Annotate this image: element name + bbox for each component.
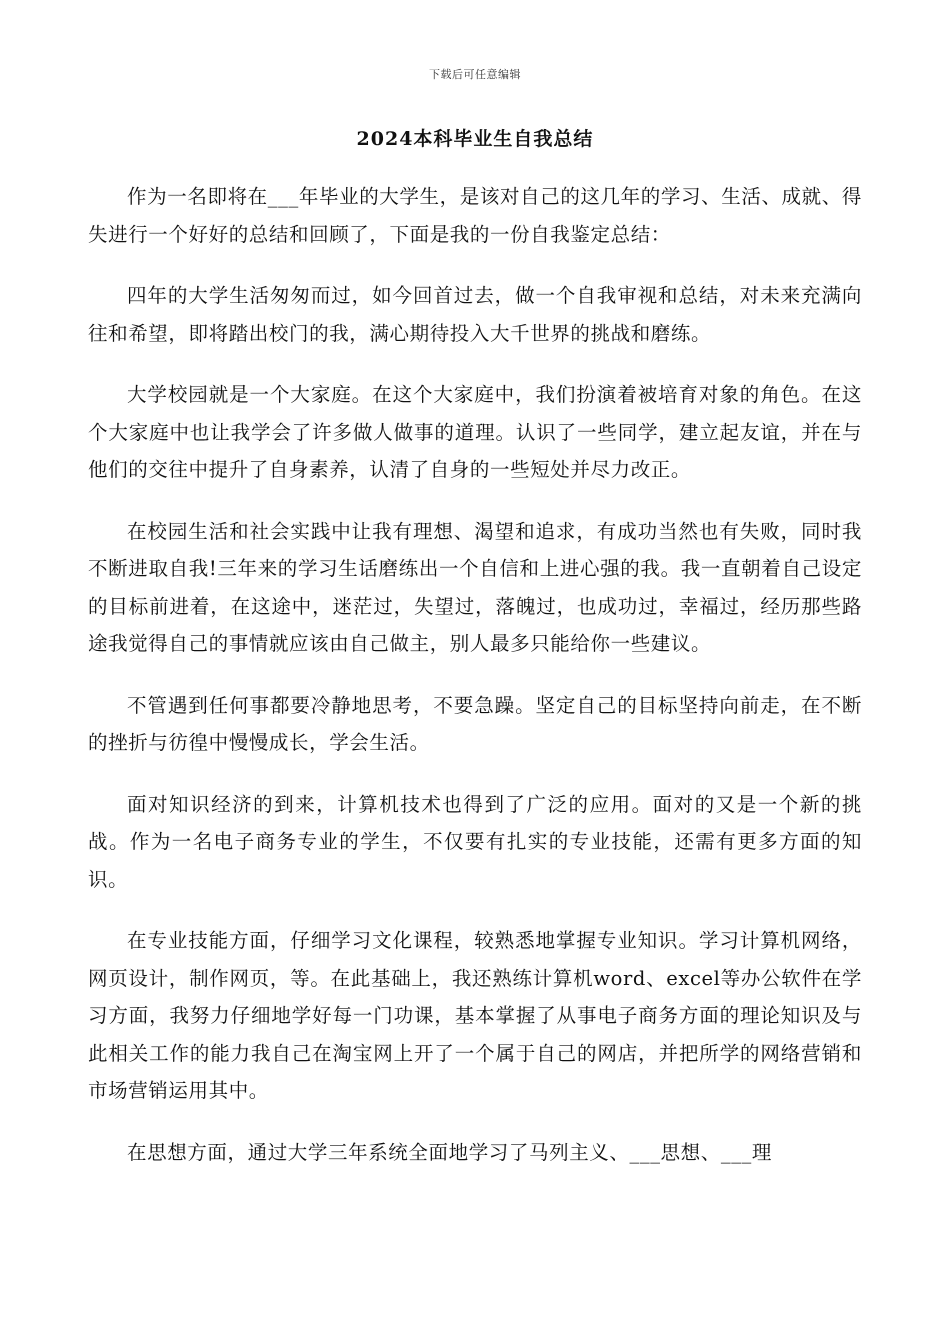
paragraph: 作为一名即将在___年毕业的大学生，是该对自己的这几年的学习、生活、成就、得失进行一个好好的总结和回顾了，下面是我的一份自我鉴定总结： xyxy=(88,185,862,246)
paragraph: 在校园生活和社会实践中让我有理想、渴望和追求，有成功当然也有失败，同时我不断进取自我!三年来的学习生话磨练出一个自信和上进心强的我。我一直朝着自己设定的目标前进着，在这途中，迷茫过，失望过，落魄过，也成功过，幸福过，经历那些路途我觉得自己的事情就应该由自己做主，别人最多只能给你一些建议。 xyxy=(88,519,862,655)
document-body xyxy=(88,178,862,1195)
paragraph: 在思想方面，通过大学三年系统全面地学习了马列主义、___思想、___理 xyxy=(127,1140,773,1164)
paragraph: 不管遇到任何事都要冷静地思考，不要急躁。坚定自己的目标坚持向前走，在不断的挫折与彷徨中慢慢成长，学会生活。 xyxy=(88,693,862,754)
paragraph: 四年的大学生活匆匆而过，如今回首过去，做一个自我审视和总结，对未来充满向往和希望，即将踏出校门的我，满心期待投入大千世界的挑战和磨练。 xyxy=(88,284,862,345)
document-title: 2024本科毕业生自我总结 xyxy=(356,128,594,150)
header-note: 下载后可任意编辑 xyxy=(429,68,521,81)
paragraph: 面对知识经济的到来，计算机技术也得到了广泛的应用。面对的又是一个新的挑战。作为一名电子商务专业的学生，不仅要有扎实的专业技能，还需有更多方面的知识。 xyxy=(88,792,862,891)
paragraph: 大学校园就是一个大家庭。在这个大家庭中，我们扮演着被培育对象的角色。在这个大家庭中也让我学会了许多做人做事的道理。认识了一些同学，建立起友谊，并在与他们的交往中提升了自身素养，认清了自身的一些短处并尽力改正。 xyxy=(88,383,862,481)
paragraph: 在专业技能方面，仔细学习文化课程，较熟悉地掌握专业知识。学习计算机网络，网页设计，制作网页，等。在此基础上，我还熟练计算机word、excel等办公软件在学习方面，我努力仔细地学好每一门功课，基本掌握了从事电子商务方面的理论知识及与此相关工作的能力我自己在淘宝网上开了一个属于自己的网店，并把所学的网络营销和市场营销运用其中。 xyxy=(88,929,862,1102)
